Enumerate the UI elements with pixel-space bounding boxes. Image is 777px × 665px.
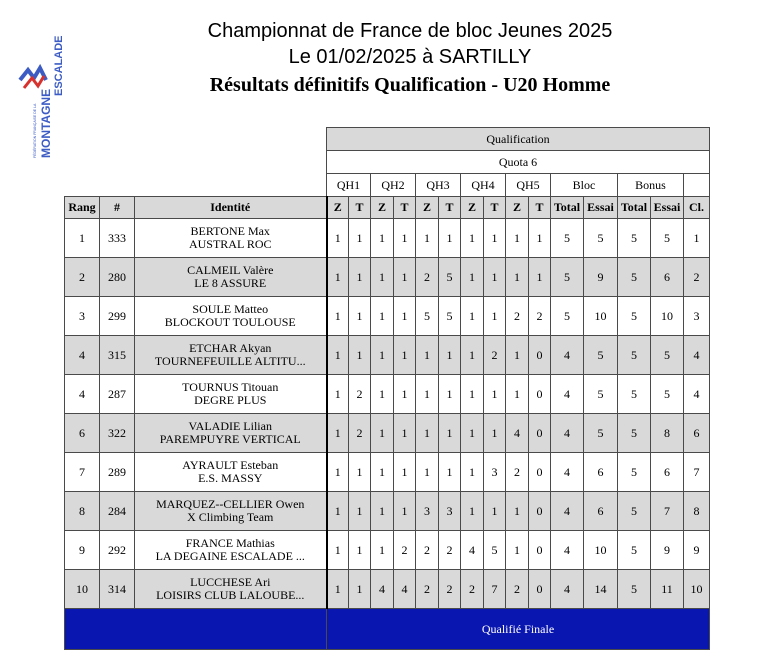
- results-title: Résultats définitifs Qualification - U20 Homme: [209, 74, 611, 96]
- qh4-t-cell: 1: [484, 492, 506, 531]
- classement-cell: 2: [684, 258, 710, 297]
- table-row: [65, 219, 710, 258]
- qh3-t-cell: 1: [439, 453, 461, 492]
- rank-cell: 9: [65, 531, 100, 570]
- bloc-total-cell: 4: [551, 531, 584, 570]
- bloc-total-cell: 4: [551, 570, 584, 609]
- qh5-z-cell: 2: [506, 570, 529, 609]
- qh4-z-cell: 2: [461, 570, 484, 609]
- qh3-t-cell: 1: [439, 336, 461, 375]
- qh3-z-cell: 2: [416, 570, 439, 609]
- classement-cell: 7: [684, 453, 710, 492]
- qh2-t-cell: 1: [394, 453, 416, 492]
- athlete-name: CALMEIL Valère: [187, 263, 274, 277]
- championship-title: Championnat de France de bloc Jeunes 2025: [207, 20, 613, 42]
- quota-header: Quota 6: [327, 151, 710, 174]
- qh2-t-cell: 1: [394, 336, 416, 375]
- col-rang: Rang: [65, 197, 100, 219]
- qh3-z-cell: 1: [416, 453, 439, 492]
- bloc-essai-cell: 5: [584, 375, 618, 414]
- bib-number-cell: 299: [100, 297, 135, 336]
- qh1-z-cell: 1: [327, 492, 349, 531]
- group-qh3: QH3: [416, 174, 461, 197]
- qh3-z-cell: 3: [416, 492, 439, 531]
- bloc-essai-cell: 5: [584, 219, 618, 258]
- qh1-t-cell: 2: [349, 414, 371, 453]
- athlete-name: LUCCHESE Ari: [190, 575, 271, 589]
- qh4-z-cell: 1: [461, 336, 484, 375]
- identity-cell: [135, 258, 327, 297]
- qh5-z-cell: 1: [506, 219, 529, 258]
- qh3-z-cell: 1: [416, 336, 439, 375]
- club-name: LA DEGAINE ESCALADE ...: [155, 549, 305, 563]
- qh3-t-cell: 2: [439, 531, 461, 570]
- qh1-t-cell: 2: [349, 375, 371, 414]
- qh2-t-cell: 2: [394, 531, 416, 570]
- bonus-total-cell: 5: [618, 453, 651, 492]
- athlete-name: BERTONE Max: [190, 224, 270, 238]
- qh2-z-cell: 1: [371, 258, 394, 297]
- qh3-z-cell: 2: [416, 531, 439, 570]
- qh5-z-cell: 1: [506, 336, 529, 375]
- qh3-t-cell: 1: [439, 414, 461, 453]
- table-row: [65, 375, 710, 414]
- identity-cell: [135, 297, 327, 336]
- qh4-t-cell: 5: [484, 531, 506, 570]
- qh1-z-cell: 1: [327, 570, 349, 609]
- bonus-total-cell: 5: [618, 414, 651, 453]
- logo-text-federation: FÉDÉRATION FRANÇAISE DE LA: [33, 103, 37, 158]
- qh3-t-cell: 3: [439, 492, 461, 531]
- bib-number-cell: 333: [100, 219, 135, 258]
- group-empty: [684, 174, 710, 197]
- qh1-t-cell: 1: [349, 492, 371, 531]
- logo-text-escalade: ESCALADE: [53, 35, 65, 96]
- club-name: DEGRE PLUS: [194, 393, 267, 407]
- group-qh4: QH4: [461, 174, 506, 197]
- qh5-t-cell: 1: [529, 258, 551, 297]
- results-body: [65, 219, 710, 609]
- qh2-z-cell: 1: [371, 414, 394, 453]
- athlete-name: TOURNUS Titouan: [182, 380, 279, 394]
- qh2-t-cell: 1: [394, 375, 416, 414]
- qh4-z-cell: 4: [461, 531, 484, 570]
- bloc-essai-cell: 5: [584, 336, 618, 375]
- col-qh3-z: Z: [416, 197, 439, 219]
- bloc-essai-cell: 9: [584, 258, 618, 297]
- bib-number-cell: 322: [100, 414, 135, 453]
- qh5-t-cell: 0: [529, 570, 551, 609]
- bloc-essai-cell: 5: [584, 414, 618, 453]
- qh5-t-cell: 0: [529, 414, 551, 453]
- qh2-z-cell: 1: [371, 375, 394, 414]
- qh5-t-cell: 0: [529, 375, 551, 414]
- bib-number-cell: 287: [100, 375, 135, 414]
- section-header: Qualification: [327, 128, 710, 151]
- group-bloc: Bloc: [551, 174, 618, 197]
- qh1-t-cell: 1: [349, 570, 371, 609]
- qh5-t-cell: 0: [529, 453, 551, 492]
- bloc-total-cell: 4: [551, 414, 584, 453]
- qh3-t-cell: 5: [439, 258, 461, 297]
- qh3-t-cell: 5: [439, 297, 461, 336]
- col-bloc-total: Total: [551, 197, 584, 219]
- qh1-z-cell: 1: [327, 297, 349, 336]
- identity-cell: [135, 531, 327, 570]
- club-name: BLOCKOUT TOULOUSE: [164, 315, 296, 329]
- bonus-total-cell: 5: [618, 570, 651, 609]
- qh2-t-cell: 1: [394, 297, 416, 336]
- qh1-z-cell: 1: [327, 453, 349, 492]
- bonus-essai-cell: 6: [651, 258, 684, 297]
- qh2-z-cell: 1: [371, 453, 394, 492]
- qh2-t-cell: 1: [394, 414, 416, 453]
- club-name: LOISIRS CLUB LALOUBE...: [156, 588, 305, 602]
- col-bloc-essai: Essai: [584, 197, 618, 219]
- table-row: [65, 453, 710, 492]
- qh1-t-cell: 1: [349, 453, 371, 492]
- bib-number-cell: 289: [100, 453, 135, 492]
- group-qh5: QH5: [506, 174, 551, 197]
- qh1-t-cell: 1: [349, 531, 371, 570]
- qh1-t-cell: 1: [349, 297, 371, 336]
- rank-cell: 2: [65, 258, 100, 297]
- qh4-t-cell: 1: [484, 258, 506, 297]
- table-row: [65, 336, 710, 375]
- bib-number-cell: 284: [100, 492, 135, 531]
- col-qh5-t: T: [529, 197, 551, 219]
- bloc-total-cell: 4: [551, 453, 584, 492]
- col-qh4-z: Z: [461, 197, 484, 219]
- rank-cell: 7: [65, 453, 100, 492]
- qh5-z-cell: 2: [506, 297, 529, 336]
- classement-cell: 8: [684, 492, 710, 531]
- col-bonus-total: Total: [618, 197, 651, 219]
- col-qh1-z: Z: [327, 197, 349, 219]
- qh2-t-cell: 4: [394, 570, 416, 609]
- qh5-z-cell: 1: [506, 375, 529, 414]
- qh3-t-cell: 2: [439, 570, 461, 609]
- qh3-z-cell: 1: [416, 375, 439, 414]
- bloc-essai-cell: 10: [584, 297, 618, 336]
- col-qh1-t: T: [349, 197, 371, 219]
- col-qh3-t: T: [439, 197, 461, 219]
- qh1-z-cell: 1: [327, 219, 349, 258]
- qh3-t-cell: 1: [439, 375, 461, 414]
- qh3-z-cell: 1: [416, 414, 439, 453]
- col-bonus-essai: Essai: [651, 197, 684, 219]
- qh4-t-cell: 1: [484, 219, 506, 258]
- bonus-essai-cell: 9: [651, 531, 684, 570]
- identity-cell: [135, 375, 327, 414]
- table-row: [65, 258, 710, 297]
- group-bonus: Bonus: [618, 174, 684, 197]
- qualified-final-label: Qualifié Finale: [327, 609, 710, 650]
- event-date-location: Le 01/02/2025 à SARTILLY: [288, 46, 532, 68]
- qh4-t-cell: 1: [484, 375, 506, 414]
- classement-cell: 1: [684, 219, 710, 258]
- bib-number-cell: 314: [100, 570, 135, 609]
- col-qh4-t: T: [484, 197, 506, 219]
- bonus-essai-cell: 11: [651, 570, 684, 609]
- col-num: #: [100, 197, 135, 219]
- qh4-z-cell: 1: [461, 297, 484, 336]
- qh5-t-cell: 0: [529, 492, 551, 531]
- bloc-total-cell: 4: [551, 492, 584, 531]
- rank-cell: 4: [65, 336, 100, 375]
- bloc-essai-cell: 6: [584, 453, 618, 492]
- bib-number-cell: 292: [100, 531, 135, 570]
- qh5-t-cell: 2: [529, 297, 551, 336]
- qh3-t-cell: 1: [439, 219, 461, 258]
- athlete-name: AYRAULT Esteban: [182, 458, 279, 472]
- qh4-z-cell: 1: [461, 492, 484, 531]
- qh4-t-cell: 1: [484, 297, 506, 336]
- identity-cell: [135, 336, 327, 375]
- bloc-total-cell: 5: [551, 219, 584, 258]
- qh4-t-cell: 7: [484, 570, 506, 609]
- rank-cell: 3: [65, 297, 100, 336]
- qh3-z-cell: 1: [416, 219, 439, 258]
- rank-cell: 1: [65, 219, 100, 258]
- qualified-final-band: [65, 609, 710, 650]
- bloc-total-cell: 5: [551, 258, 584, 297]
- qh1-z-cell: 1: [327, 375, 349, 414]
- identity-cell: [135, 414, 327, 453]
- bonus-essai-cell: 5: [651, 336, 684, 375]
- bonus-total-cell: 5: [618, 531, 651, 570]
- bonus-total-cell: 5: [618, 375, 651, 414]
- bonus-total-cell: 5: [618, 219, 651, 258]
- report-header: [150, 18, 670, 100]
- bloc-total-cell: 4: [551, 336, 584, 375]
- group-qh2: QH2: [371, 174, 416, 197]
- classement-cell: 4: [684, 336, 710, 375]
- col-qh2-z: Z: [371, 197, 394, 219]
- bib-number-cell: 315: [100, 336, 135, 375]
- athlete-name: FRANCE Mathias: [185, 536, 275, 550]
- club-name: X Climbing Team: [187, 510, 274, 524]
- qh4-z-cell: 1: [461, 219, 484, 258]
- bonus-total-cell: 5: [618, 336, 651, 375]
- club-name: LE 8 ASSURE: [194, 276, 267, 290]
- qh4-z-cell: 1: [461, 375, 484, 414]
- classement-cell: 6: [684, 414, 710, 453]
- qh4-t-cell: 2: [484, 336, 506, 375]
- table-row: [65, 531, 710, 570]
- identity-cell: [135, 219, 327, 258]
- qh4-z-cell: 1: [461, 414, 484, 453]
- identity-cell: [135, 570, 327, 609]
- table-row: [65, 570, 710, 609]
- qh1-t-cell: 1: [349, 336, 371, 375]
- club-name: E.S. MASSY: [198, 471, 263, 485]
- bloc-essai-cell: 6: [584, 492, 618, 531]
- qh4-t-cell: 3: [484, 453, 506, 492]
- qh1-z-cell: 1: [327, 414, 349, 453]
- rank-cell: 4: [65, 375, 100, 414]
- bonus-total-cell: 5: [618, 297, 651, 336]
- qh4-z-cell: 1: [461, 258, 484, 297]
- qh5-t-cell: 1: [529, 219, 551, 258]
- logo-mark-icon: [20, 68, 46, 88]
- classement-cell: 9: [684, 531, 710, 570]
- col-identite: Identité: [135, 197, 327, 219]
- logo-text-montagne: MONTAGNE: [39, 88, 53, 158]
- qh5-t-cell: 0: [529, 531, 551, 570]
- classement-cell: 4: [684, 375, 710, 414]
- bloc-essai-cell: 14: [584, 570, 618, 609]
- qh1-z-cell: 1: [327, 336, 349, 375]
- classement-cell: 10: [684, 570, 710, 609]
- column-header-row: [65, 197, 710, 219]
- club-name: TOURNEFEUILLE ALTITU...: [154, 354, 306, 368]
- bonus-total-cell: 5: [618, 492, 651, 531]
- bloc-total-cell: 4: [551, 375, 584, 414]
- qh2-z-cell: 1: [371, 219, 394, 258]
- qh5-z-cell: 1: [506, 492, 529, 531]
- qh5-z-cell: 1: [506, 258, 529, 297]
- rank-cell: 10: [65, 570, 100, 609]
- qh1-t-cell: 1: [349, 219, 371, 258]
- qh5-t-cell: 0: [529, 336, 551, 375]
- bib-number-cell: 280: [100, 258, 135, 297]
- results-table: [64, 127, 710, 650]
- qh5-z-cell: 2: [506, 453, 529, 492]
- group-qh1: QH1: [327, 174, 371, 197]
- bonus-essai-cell: 5: [651, 219, 684, 258]
- bonus-essai-cell: 8: [651, 414, 684, 453]
- qh1-t-cell: 1: [349, 258, 371, 297]
- qh2-z-cell: 1: [371, 492, 394, 531]
- bloc-essai-cell: 10: [584, 531, 618, 570]
- athlete-name: VALADIE Lilian: [188, 419, 272, 433]
- col-qh2-t: T: [394, 197, 416, 219]
- classement-cell: 3: [684, 297, 710, 336]
- qh2-z-cell: 1: [371, 531, 394, 570]
- qh5-z-cell: 1: [506, 531, 529, 570]
- rank-cell: 6: [65, 414, 100, 453]
- qh2-t-cell: 1: [394, 258, 416, 297]
- bonus-essai-cell: 10: [651, 297, 684, 336]
- athlete-name: SOULE Matteo: [192, 302, 269, 316]
- table-row: [65, 414, 710, 453]
- qh3-z-cell: 5: [416, 297, 439, 336]
- bloc-total-cell: 5: [551, 297, 584, 336]
- bonus-essai-cell: 5: [651, 375, 684, 414]
- qh1-z-cell: 1: [327, 258, 349, 297]
- qh4-z-cell: 1: [461, 453, 484, 492]
- qh2-z-cell: 1: [371, 297, 394, 336]
- bonus-total-cell: 5: [618, 258, 651, 297]
- qh5-z-cell: 4: [506, 414, 529, 453]
- athlete-name: MARQUEZ--CELLIER Owen: [156, 497, 305, 511]
- athlete-name: ETCHAR Akyan: [189, 341, 272, 355]
- col-cl: Cl.: [684, 197, 710, 219]
- table-row: [65, 492, 710, 531]
- rank-cell: 8: [65, 492, 100, 531]
- qh1-z-cell: 1: [327, 531, 349, 570]
- col-qh5-z: Z: [506, 197, 529, 219]
- bonus-essai-cell: 7: [651, 492, 684, 531]
- identity-cell: [135, 492, 327, 531]
- qh2-t-cell: 1: [394, 219, 416, 258]
- club-name: PAREMPUYRE VERTICAL: [159, 432, 301, 446]
- qh2-z-cell: 4: [371, 570, 394, 609]
- ffme-logo: [14, 18, 66, 158]
- table-row: [65, 297, 710, 336]
- qh3-z-cell: 2: [416, 258, 439, 297]
- identity-cell: [135, 453, 327, 492]
- qh2-t-cell: 1: [394, 492, 416, 531]
- club-name: AUSTRAL ROC: [188, 237, 272, 251]
- bonus-essai-cell: 6: [651, 453, 684, 492]
- qh4-t-cell: 1: [484, 414, 506, 453]
- qh2-z-cell: 1: [371, 336, 394, 375]
